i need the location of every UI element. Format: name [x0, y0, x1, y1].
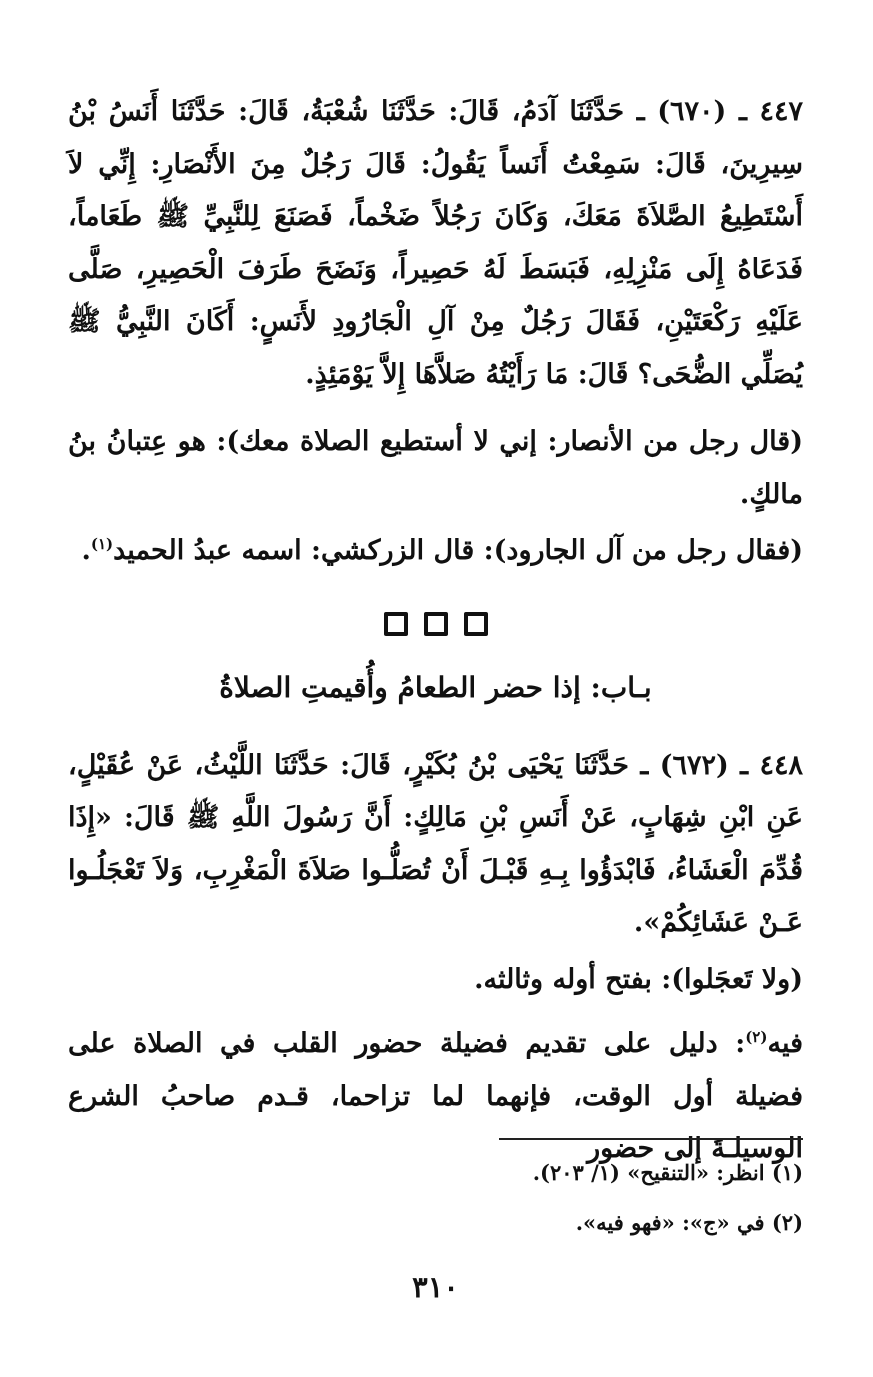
commentary-4-text: : دليل على تقديم فضيلة حضور القلب في الصلاة على فضيلة أول الوقت، فإنهما لما تزاحما، قـدم صاحبُ الشرع الوسيلـةَ إلى حضور — [68, 1028, 803, 1164]
commentary-paragraph-3 — [68, 954, 803, 1007]
commentary-paragraph-2 — [68, 525, 803, 578]
page-number: ٣١٠ — [412, 1270, 459, 1304]
divider-square-icon — [464, 612, 488, 636]
chapter-title: إذا حضر الطعامُ وأُقيمتِ الصلاةُ — [219, 670, 581, 704]
divider-square-icon — [384, 612, 408, 636]
hadith-448 — [68, 740, 803, 950]
hadith-447 — [68, 86, 803, 401]
book-page — [68, 86, 803, 1377]
commentary-1-text: (قال رجل من الأنصار: إني لا أستطيع الصلاة معك): هو عِتبانُ بنُ مالكٍ. — [68, 426, 803, 510]
section-divider — [68, 610, 803, 636]
chapter-label: بـاب: — [590, 670, 652, 704]
hadith-448-text: ٤٤٨ ـ (٦٧٢) ـ حَدَّثَنَا يَحْيَى بْنُ بُكَيْرٍ، قَالَ: حَدَّثَنَا اللَّيْثُ، عَنْ عُقَيْلٍ، عَنِ ابْنِ شِهَابٍ، عَنْ أَنَسِ بْنِ مَالِكٍ: أَنَّ رَسُولَ اللَّهِ ﷺ قَالَ: «إِذَا قُدِّمَ الْعَشَاءُ، فَابْدَؤُوا بِـهِ قَبْـلَ أَنْ تُصَلُّـوا صَلاَةَ الْمَغْرِبِ، وَلاَ تَعْجَلُـوا عَـنْ عَشَائِكُمْ». — [68, 749, 803, 938]
commentary-4-lead: فيه — [767, 1028, 803, 1059]
commentary-2-end: . — [81, 535, 91, 566]
commentary-paragraph-1 — [68, 416, 803, 521]
commentary-2-text: (فقال رجل من آل الجارود): قال الزركشي: اسمه عبدُ الحميد — [113, 535, 803, 566]
footnote-separator — [499, 1138, 803, 1140]
footnote-2: (٢) في «ج»: «فهو فيه». — [575, 1210, 803, 1235]
footnote-ref-2[interactable]: (٢) — [745, 1028, 768, 1046]
chapter-heading — [68, 668, 803, 708]
footnote-1: (١) انظر: «التنقيح» (١/ ٢٠٣). — [532, 1160, 803, 1185]
footnote-ref-1[interactable]: (١) — [90, 535, 114, 553]
divider-square-icon — [424, 612, 448, 636]
commentary-paragraph-4 — [68, 1018, 803, 1176]
footnotes — [68, 1156, 803, 1256]
commentary-3-text: (ولا تَعجَلوا): بفتح أوله وثالثه. — [474, 963, 803, 995]
hadith-447-text: ٤٤٧ ـ (٦٧٠) ـ حَدَّثَنَا آدَمُ، قَالَ: حَدَّثَنَا شُعْبَةُ، قَالَ: حَدَّثَنَا أَنَسُ بْنُ سِيرِينَ، قَالَ: سَمِعْتُ أَنَساً يَقُولُ: قَالَ رَجُلٌ مِنَ الأَنْصَارِ: إِنِّي لاَ أَسْتَطِيعُ الصَّلاَةَ مَعَكَ، وَكَانَ رَجُلاً ضَخْماً، فَصَنَعَ لِلنَّبِيِّ ﷺ طَعَاماً، فَدَعَاهُ إِلَى مَنْزِلِهِ، فَبَسَطَ لَهُ حَصِيراً، وَنَضَحَ طَرَفَ الْحَصِيرِ، صَلَّى عَلَيْهِ رَكْعَتَيْنِ، فَقَالَ رَجُلٌ مِنْ آلِ الْجَارُودِ لأَنَسٍ: أَكَانَ النَّبِيُّ ﷺ يُصَلِّي الضُّحَى؟ قَالَ: مَا رَأَيْتُهُ صَلاَّهَا إِلاَّ يَوْمَئِذٍ. — [68, 96, 803, 390]
